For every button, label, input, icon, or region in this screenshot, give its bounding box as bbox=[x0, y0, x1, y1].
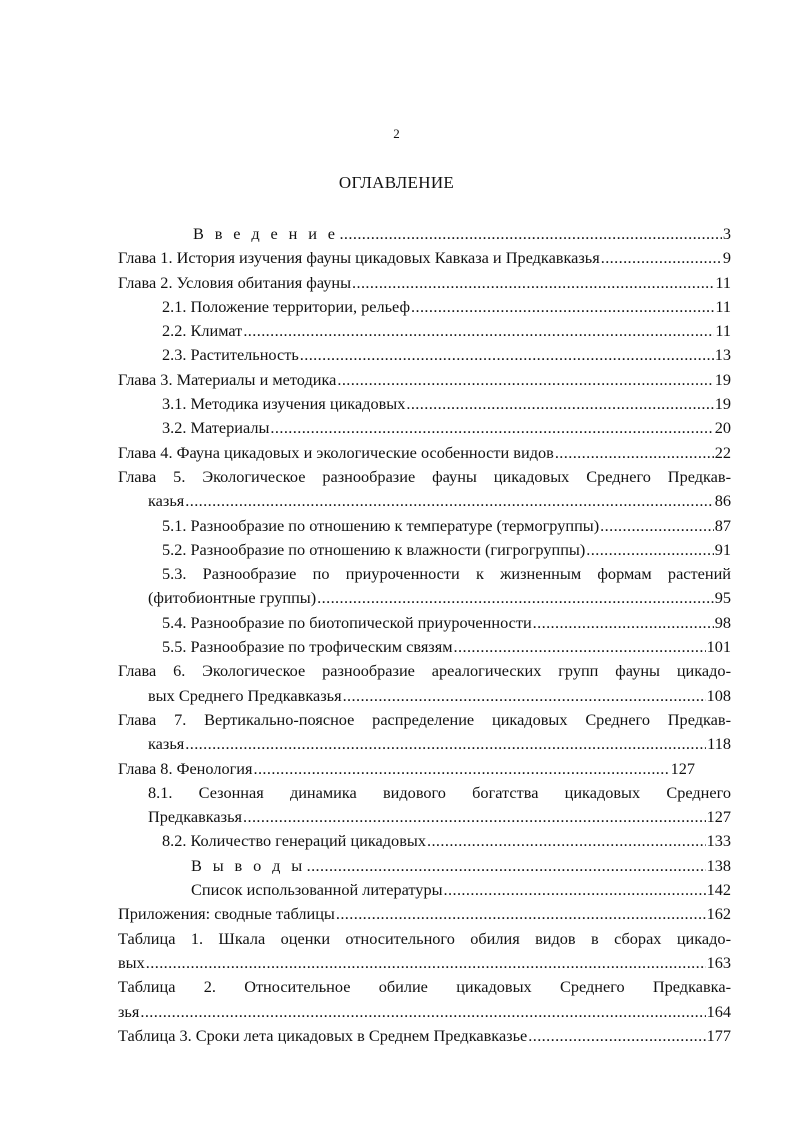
toc-entry-section-3-2 bbox=[118, 416, 731, 440]
toc-entry-title: 3.2. Материалы bbox=[162, 418, 270, 438]
leader-dots bbox=[352, 271, 714, 295]
leader-dots bbox=[307, 854, 706, 878]
leader-dots bbox=[533, 611, 714, 635]
toc-entry-title: 2.2. Климат bbox=[162, 321, 243, 341]
leader-dots bbox=[555, 441, 714, 465]
toc-entry-page: 86 bbox=[714, 491, 731, 511]
toc-entry-chapter-7-line-1: Глава 7. Вертикально-поясное распределение цикадовых Среднего Предкав- bbox=[118, 709, 731, 729]
toc-entry-title: 5.5. Разнообразие по трофическим связям bbox=[162, 637, 453, 657]
toc-entry-page: 108 bbox=[706, 685, 731, 705]
toc-entry-chapter-2 bbox=[118, 271, 731, 295]
toc-entry-page: 3 bbox=[722, 224, 731, 243]
toc-entry-page: 11 bbox=[715, 272, 731, 292]
leader-dots bbox=[146, 951, 706, 975]
toc-entry-page: 19 bbox=[714, 394, 731, 414]
toc-entry-title: Приложения: сводные таблицы bbox=[118, 904, 335, 924]
toc-entry-page: 20 bbox=[714, 418, 731, 438]
toc-entry-chapter-6-line-1: Глава 6. Экологическое разнообразие ареалогических групп фауны цикадо- bbox=[118, 661, 731, 681]
leader-dots bbox=[337, 368, 713, 392]
toc-entry-page: 163 bbox=[706, 952, 731, 972]
toc-entry-page: 13 bbox=[714, 345, 731, 365]
toc-entry-chapter-1 bbox=[118, 246, 731, 270]
toc-entry-section-5-3-line-1: 5.3. Разнообразие по приуроченности к жизненным формам растений bbox=[162, 564, 731, 584]
toc-entry-table-2-line-1: Таблица 2. Относительное обилие цикадовых Среднего Предкавка- bbox=[118, 977, 731, 997]
toc-entry-page: 95 bbox=[714, 588, 731, 608]
toc-entry-title: В в е д е н и е bbox=[193, 224, 339, 243]
toc-entry-section-5-2 bbox=[118, 538, 731, 562]
toc-entry-title: В ы в о д ы bbox=[191, 855, 306, 875]
toc-entry-page: 22 bbox=[714, 442, 731, 462]
toc-entry-title: 5.1. Разнообразие по отношению к температуре (термогруппы) bbox=[162, 515, 600, 535]
leader-dots bbox=[586, 538, 713, 562]
toc-entry-table-1-line-1: Таблица 1. Шкала оценки относительного обилия видов в сборах цикадо- bbox=[118, 928, 731, 948]
toc-entry-conclusions bbox=[118, 854, 731, 878]
toc-entry-title: Список использованной литературы bbox=[191, 880, 443, 900]
toc-entry-page: 138 bbox=[706, 855, 731, 875]
toc-entry-section-5-4 bbox=[118, 611, 731, 635]
toc-entry-title: 2.1. Положение территории, рельеф bbox=[162, 296, 410, 316]
leader-dots bbox=[427, 829, 706, 853]
toc-entry-page: 127 bbox=[706, 807, 731, 827]
leader-dots bbox=[185, 489, 713, 513]
toc-entry-chapter-7 bbox=[118, 732, 731, 756]
toc-entry-page: 98 bbox=[714, 612, 731, 632]
leader-dots bbox=[300, 343, 714, 367]
toc-entry-title: 5.4. Разнообразие по биотопической приуроченности bbox=[162, 612, 532, 632]
leader-dots bbox=[336, 902, 706, 926]
toc-entry-table-2 bbox=[118, 1000, 731, 1024]
toc-entry-title: Глава 2. Условия обитания фауны bbox=[118, 272, 352, 292]
toc-entry-title: Глава 8. Фенология bbox=[118, 758, 253, 778]
toc-entry-title: 2.3. Растительность bbox=[162, 345, 299, 365]
toc-entry-chapter-3 bbox=[118, 368, 731, 392]
toc-entry-page: 164 bbox=[706, 1001, 731, 1021]
toc-entry-section-5-5 bbox=[118, 635, 731, 659]
toc-entry-table-1 bbox=[118, 951, 731, 975]
toc-entry-chapter-5 bbox=[118, 489, 731, 513]
toc-entry-title: Таблица 3. Сроки лета цикадовых в Среднем Предкавказье bbox=[118, 1025, 528, 1045]
toc-entry-section-8-1 bbox=[118, 805, 731, 829]
toc-entry-title: казья bbox=[148, 734, 185, 754]
toc-entry-title: зья bbox=[118, 1001, 140, 1021]
toc-entry-title: 5.2. Разнообразие по отношению к влажности (гигрогруппы) bbox=[162, 539, 586, 559]
toc-title: ОГЛАВЛЕНИЕ bbox=[338, 173, 455, 192]
toc-entry-title: Предкавказья bbox=[148, 807, 243, 827]
toc-entry-page: 142 bbox=[706, 880, 731, 900]
toc-entry-section-2-2 bbox=[118, 319, 731, 343]
page-number: 2 bbox=[393, 126, 400, 141]
leader-dots bbox=[411, 295, 714, 319]
toc-entry-page: 133 bbox=[706, 831, 731, 851]
leader-dots bbox=[601, 246, 722, 270]
leader-dots bbox=[444, 878, 706, 902]
toc-entry-section-2-3 bbox=[118, 343, 731, 367]
toc-entry-section-5-1 bbox=[118, 514, 731, 538]
leader-dots bbox=[243, 319, 714, 343]
toc-entry-title: вых bbox=[118, 952, 145, 972]
toc-entry-section-8-2 bbox=[118, 829, 731, 853]
toc-entry-page: 118 bbox=[707, 734, 731, 754]
toc-entry-references bbox=[118, 878, 731, 902]
toc-entry-section-2-1 bbox=[118, 295, 731, 319]
leader-dots bbox=[140, 1000, 705, 1024]
toc-entry-chapter-8 bbox=[118, 757, 731, 781]
toc-entry-page: 9 bbox=[722, 248, 731, 268]
toc-entry-section-5-3 bbox=[118, 586, 731, 610]
toc-entry-chapter-5-line-1: Глава 5. Экологическое разнообразие фауны цикадовых Среднего Предкав- bbox=[118, 466, 731, 486]
toc-entry-page: 91 bbox=[714, 539, 731, 559]
toc-entry-title: 8.2. Количество генераций цикадовых bbox=[162, 831, 426, 851]
toc-entry-title: (фитобионтные группы) bbox=[148, 588, 317, 608]
leader-dots bbox=[339, 222, 721, 246]
toc-entry-title: Глава 3. Материалы и методика bbox=[118, 369, 337, 389]
leader-dots bbox=[406, 392, 713, 416]
table-of-contents bbox=[118, 222, 731, 1048]
toc-entry-table-3 bbox=[118, 1024, 731, 1048]
toc-entry-title: Глава 4. Фауна цикадовых и экологические особенности видов bbox=[118, 442, 554, 462]
toc-entry-page: 19 bbox=[714, 369, 731, 389]
leader-dots bbox=[253, 757, 669, 781]
toc-entry-page: 101 bbox=[706, 637, 731, 657]
leader-dots bbox=[454, 635, 706, 659]
toc-entry-section-3-1 bbox=[118, 392, 731, 416]
toc-entry-chapter-4 bbox=[118, 441, 731, 465]
leader-dots bbox=[243, 805, 706, 829]
toc-entry-page: 162 bbox=[706, 904, 731, 924]
toc-entry-appendix bbox=[118, 902, 731, 926]
toc-entry-page: 177 bbox=[706, 1025, 731, 1045]
toc-entry-introduction bbox=[118, 222, 731, 246]
leader-dots bbox=[528, 1024, 705, 1048]
leader-dots bbox=[185, 732, 706, 756]
leader-dots bbox=[343, 684, 706, 708]
toc-entry-page: 11 bbox=[715, 321, 731, 341]
toc-entry-title: вых Среднего Предкавказья bbox=[148, 685, 342, 705]
toc-entry-page: 11 bbox=[715, 296, 731, 316]
toc-entry-section-8-1-line-1: 8.1. Сезонная динамика видового богатства цикадовых Среднего bbox=[148, 782, 731, 802]
toc-entry-page: 87 bbox=[714, 515, 731, 535]
toc-entry-chapter-6 bbox=[118, 684, 731, 708]
toc-entry-page: 127 bbox=[670, 758, 695, 778]
toc-entry-title: казья bbox=[148, 491, 185, 511]
toc-entry-title: Глава 1. История изучения фауны цикадовых Кавказа и Предкавказья bbox=[118, 248, 600, 268]
leader-dots bbox=[600, 514, 714, 538]
leader-dots bbox=[270, 416, 713, 440]
toc-entry-title: 3.1. Методика изучения цикадовых bbox=[162, 394, 406, 414]
leader-dots bbox=[317, 586, 714, 610]
